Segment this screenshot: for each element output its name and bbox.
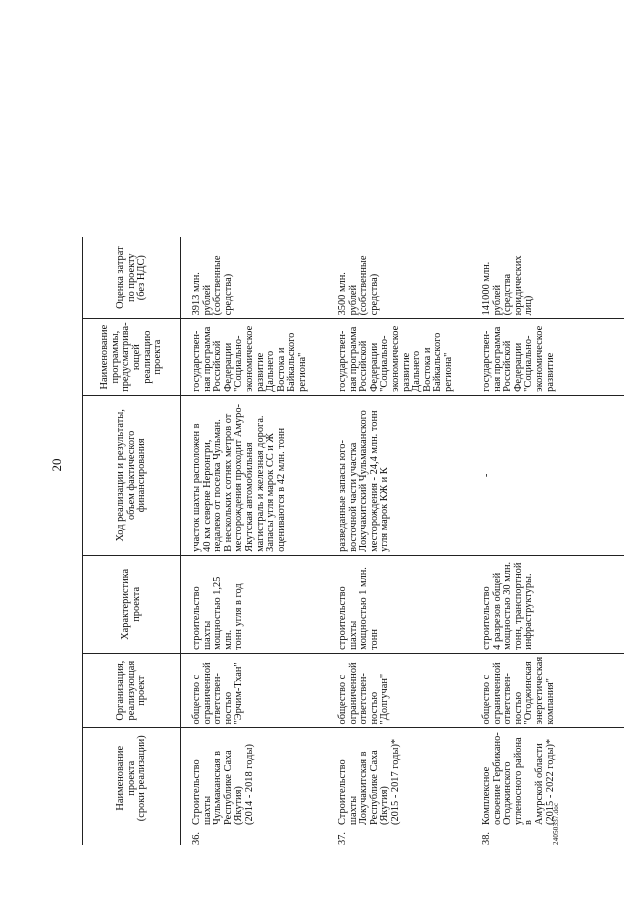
project-characteristics: строительство шахты мощностью 1,25 млн. тонн угля в год <box>188 555 334 653</box>
project-program: государствен- ная программа Российской Федерации "Социально- экономическое развитие Дальнего Востока и Байкальского региона" <box>188 319 334 395</box>
header-org: Организация, реализующая проект <box>83 653 181 728</box>
project-name: Строительство шахты Локучакитская в Республике Саха (Якутия) (2015 - 2017 годы)* <box>334 728 478 828</box>
document-id: 24050337.doc <box>552 802 560 845</box>
page-number: 20 <box>49 458 64 472</box>
project-organization: общество с ограниченной ответствен- ностью "Эрчим-Тхан" <box>188 653 334 728</box>
header-num <box>83 828 181 845</box>
project-organization: общество с ограниченной ответствен- ностью "Долгучан" <box>334 653 478 728</box>
row-number: 38. <box>481 832 492 845</box>
project-cost: 3913 млн. рублей (собственные средства) <box>191 255 234 316</box>
header-cost: Оценка затрат по проекту (без НДС) <box>83 237 181 319</box>
project-characteristics: строительство шахты мощностью 1 млн. тонн <box>334 555 478 653</box>
project-progress: разведанные запасы юго- восточной части участка Локучакитский Чульмаканского месторождения - 24,4 млн. тонн угля марок КЖ и К <box>334 395 478 555</box>
row-number: 37. <box>337 832 348 845</box>
project-name: Комплексное освоение Гербикано- Огоджинского угленосного района в Амурской области (2015 - 2022 годы)* <box>478 728 624 828</box>
table-row <box>188 237 334 845</box>
project-organization: общество с ограниченной ответствен- ностью "Огоджинская энергетическая компания" <box>478 653 624 728</box>
project-progress: - <box>478 395 624 555</box>
project-cost: 3500 млн. рублей (собственные средства) <box>337 255 380 316</box>
table-row <box>478 237 624 845</box>
header-program: Наименование программы, предусматрива- ющей реализацию проекта <box>83 319 181 395</box>
header-characteristics: Характеристика проекта <box>83 555 181 653</box>
project-program: государствен- ная программа Российской Федерации "Социально- экономическое развитие <box>478 319 624 395</box>
projects-table <box>82 237 624 845</box>
table-row <box>334 237 478 845</box>
header-name: Наименование проекта (сроки реализации) <box>83 728 181 828</box>
project-name: Строительство шахты Чульмаканская в Республике Саха (Якутия) (2014 - 2018 годы) <box>188 728 334 828</box>
header-progress: Ход реализации и результаты, объем фактического финансирования <box>83 395 181 555</box>
project-characteristics: строительство 4 разрезов общей мощностью 30 млн. тонн, транспортной инфраструктуры. <box>478 555 624 653</box>
table-header-row <box>83 237 181 845</box>
rotated-sheet <box>40 80 595 845</box>
project-progress: участок шахты расположен в 40 км северне Нерюнгри, недалеко от поселка Чульман. В нескольких сотнях метров от месторождения проходит Амуро- Якутская автомобильная магистраль и железная дорога. Запасы угля марок СС и Ж оцениваются в 42 млн. тонн <box>188 395 334 555</box>
row-number: 36. <box>191 832 202 845</box>
project-cost: 141000 млн. рублей (средства юридических лиц) <box>481 255 535 316</box>
project-program: государствен- ная программа Российской Федерации "Социально- экономическое развитие Дальнего Востока и Байкальского региона" <box>334 319 478 395</box>
